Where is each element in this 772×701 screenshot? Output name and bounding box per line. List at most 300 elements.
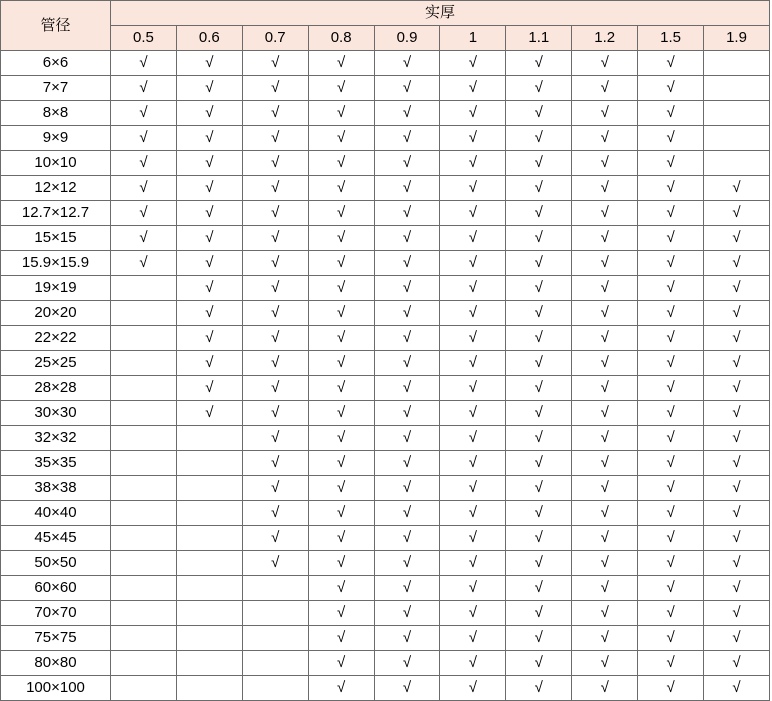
availability-empty-cell	[111, 276, 177, 301]
availability-check-cell: √	[638, 301, 704, 326]
availability-check-cell: √	[704, 526, 770, 551]
row-size-label: 15×15	[1, 226, 111, 251]
availability-check-cell: √	[638, 176, 704, 201]
availability-check-cell: √	[440, 201, 506, 226]
availability-check-cell: √	[704, 351, 770, 376]
availability-check-cell: √	[308, 401, 374, 426]
row-size-label: 19×19	[1, 276, 111, 301]
availability-empty-cell	[111, 676, 177, 701]
availability-empty-cell	[704, 126, 770, 151]
availability-check-cell: √	[242, 501, 308, 526]
availability-check-cell: √	[572, 601, 638, 626]
availability-check-cell: √	[440, 301, 506, 326]
availability-empty-cell	[111, 326, 177, 351]
availability-check-cell: √	[308, 176, 374, 201]
availability-check-cell: √	[506, 426, 572, 451]
availability-check-cell: √	[572, 76, 638, 101]
availability-check-cell: √	[176, 151, 242, 176]
availability-check-cell: √	[440, 676, 506, 701]
availability-check-cell: √	[111, 251, 177, 276]
availability-check-cell: √	[440, 76, 506, 101]
availability-check-cell: √	[572, 426, 638, 451]
availability-check-cell: √	[572, 626, 638, 651]
row-size-label: 22×22	[1, 326, 111, 351]
availability-check-cell: √	[308, 451, 374, 476]
availability-check-cell: √	[374, 426, 440, 451]
row-size-label: 100×100	[1, 676, 111, 701]
availability-check-cell: √	[506, 201, 572, 226]
availability-check-cell: √	[440, 326, 506, 351]
table-row	[1, 101, 770, 126]
table-row	[1, 126, 770, 151]
availability-check-cell: √	[308, 301, 374, 326]
availability-check-cell: √	[638, 376, 704, 401]
table-row	[1, 326, 770, 351]
availability-check-cell: √	[638, 126, 704, 151]
availability-check-cell: √	[242, 151, 308, 176]
header-thickness-value: 1.9	[704, 26, 770, 51]
availability-empty-cell	[704, 76, 770, 101]
availability-check-cell: √	[308, 126, 374, 151]
availability-empty-cell	[111, 576, 177, 601]
availability-check-cell: √	[440, 601, 506, 626]
availability-check-cell: √	[572, 201, 638, 226]
availability-check-cell: √	[242, 201, 308, 226]
availability-check-cell: √	[638, 676, 704, 701]
availability-check-cell: √	[638, 626, 704, 651]
availability-check-cell: √	[374, 76, 440, 101]
availability-check-cell: √	[374, 476, 440, 501]
row-size-label: 60×60	[1, 576, 111, 601]
availability-check-cell: √	[308, 501, 374, 526]
availability-check-cell: √	[308, 76, 374, 101]
availability-check-cell: √	[308, 526, 374, 551]
availability-check-cell: √	[506, 76, 572, 101]
availability-check-cell: √	[638, 651, 704, 676]
availability-check-cell: √	[111, 51, 177, 76]
availability-check-cell: √	[242, 126, 308, 151]
table-row	[1, 251, 770, 276]
availability-check-cell: √	[704, 626, 770, 651]
availability-check-cell: √	[704, 301, 770, 326]
header-thickness-value: 1.1	[506, 26, 572, 51]
availability-check-cell: √	[638, 326, 704, 351]
availability-check-cell: √	[374, 351, 440, 376]
availability-check-cell: √	[374, 451, 440, 476]
table-row	[1, 351, 770, 376]
header-diameter: 管径	[1, 1, 111, 51]
availability-check-cell: √	[506, 126, 572, 151]
availability-check-cell: √	[242, 326, 308, 351]
availability-check-cell: √	[506, 351, 572, 376]
availability-empty-cell	[111, 351, 177, 376]
availability-check-cell: √	[704, 551, 770, 576]
availability-empty-cell	[111, 376, 177, 401]
availability-check-cell: √	[374, 601, 440, 626]
availability-check-cell: √	[374, 551, 440, 576]
availability-empty-cell	[176, 526, 242, 551]
availability-check-cell: √	[176, 76, 242, 101]
header-thickness-value: 0.6	[176, 26, 242, 51]
availability-check-cell: √	[308, 226, 374, 251]
availability-empty-cell	[176, 501, 242, 526]
table-row	[1, 451, 770, 476]
availability-check-cell: √	[308, 551, 374, 576]
availability-check-cell: √	[572, 251, 638, 276]
table-row	[1, 401, 770, 426]
availability-check-cell: √	[374, 101, 440, 126]
availability-check-cell: √	[242, 226, 308, 251]
availability-check-cell: √	[111, 226, 177, 251]
row-size-label: 38×38	[1, 476, 111, 501]
availability-check-cell: √	[704, 326, 770, 351]
availability-check-cell: √	[176, 326, 242, 351]
availability-check-cell: √	[440, 276, 506, 301]
availability-check-cell: √	[176, 276, 242, 301]
availability-check-cell: √	[111, 176, 177, 201]
availability-check-cell: √	[638, 51, 704, 76]
availability-check-cell: √	[506, 676, 572, 701]
availability-check-cell: √	[374, 176, 440, 201]
table-row	[1, 301, 770, 326]
availability-empty-cell	[176, 626, 242, 651]
availability-check-cell: √	[440, 476, 506, 501]
header-thickness-value: 0.8	[308, 26, 374, 51]
availability-check-cell: √	[440, 101, 506, 126]
availability-check-cell: √	[638, 576, 704, 601]
availability-empty-cell	[242, 601, 308, 626]
availability-check-cell: √	[308, 476, 374, 501]
availability-empty-cell	[176, 451, 242, 476]
availability-check-cell: √	[704, 251, 770, 276]
availability-check-cell: √	[506, 326, 572, 351]
availability-empty-cell	[111, 301, 177, 326]
availability-check-cell: √	[176, 301, 242, 326]
availability-check-cell: √	[506, 226, 572, 251]
table-row	[1, 676, 770, 701]
availability-empty-cell	[242, 576, 308, 601]
table-row	[1, 576, 770, 601]
availability-check-cell: √	[176, 226, 242, 251]
table-row	[1, 76, 770, 101]
availability-check-cell: √	[440, 151, 506, 176]
availability-check-cell: √	[176, 101, 242, 126]
availability-check-cell: √	[374, 51, 440, 76]
availability-check-cell: √	[176, 351, 242, 376]
row-size-label: 35×35	[1, 451, 111, 476]
table-row	[1, 201, 770, 226]
header-row-group	[1, 1, 770, 26]
availability-check-cell: √	[440, 376, 506, 401]
availability-check-cell: √	[440, 226, 506, 251]
availability-check-cell: √	[572, 526, 638, 551]
availability-check-cell: √	[308, 251, 374, 276]
availability-check-cell: √	[242, 526, 308, 551]
availability-check-cell: √	[374, 251, 440, 276]
availability-check-cell: √	[572, 451, 638, 476]
availability-check-cell: √	[176, 176, 242, 201]
availability-check-cell: √	[308, 376, 374, 401]
availability-check-cell: √	[308, 101, 374, 126]
availability-check-cell: √	[506, 576, 572, 601]
availability-check-cell: √	[638, 276, 704, 301]
availability-check-cell: √	[506, 601, 572, 626]
availability-check-cell: √	[440, 351, 506, 376]
availability-check-cell: √	[506, 626, 572, 651]
header-thickness-value: 0.5	[111, 26, 177, 51]
availability-empty-cell	[111, 501, 177, 526]
availability-check-cell: √	[506, 501, 572, 526]
availability-check-cell: √	[704, 276, 770, 301]
row-size-label: 30×30	[1, 401, 111, 426]
availability-check-cell: √	[638, 251, 704, 276]
header-thickness-value: 1.5	[638, 26, 704, 51]
availability-check-cell: √	[176, 376, 242, 401]
availability-check-cell: √	[242, 176, 308, 201]
table-row	[1, 626, 770, 651]
availability-check-cell: √	[704, 201, 770, 226]
table-row	[1, 651, 770, 676]
availability-check-cell: √	[440, 451, 506, 476]
availability-check-cell: √	[572, 676, 638, 701]
availability-check-cell: √	[242, 301, 308, 326]
availability-check-cell: √	[506, 526, 572, 551]
availability-check-cell: √	[572, 476, 638, 501]
availability-check-cell: √	[638, 401, 704, 426]
availability-check-cell: √	[440, 51, 506, 76]
availability-check-cell: √	[308, 276, 374, 301]
row-size-label: 32×32	[1, 426, 111, 451]
availability-check-cell: √	[176, 201, 242, 226]
table-row	[1, 376, 770, 401]
table-row	[1, 501, 770, 526]
availability-check-cell: √	[638, 101, 704, 126]
row-size-label: 28×28	[1, 376, 111, 401]
row-size-label: 12×12	[1, 176, 111, 201]
availability-empty-cell	[111, 451, 177, 476]
availability-empty-cell	[111, 601, 177, 626]
availability-check-cell: √	[374, 626, 440, 651]
row-size-label: 12.7×12.7	[1, 201, 111, 226]
availability-empty-cell	[176, 426, 242, 451]
availability-check-cell: √	[374, 401, 440, 426]
availability-check-cell: √	[572, 176, 638, 201]
availability-check-cell: √	[242, 476, 308, 501]
header-thickness-group: 实厚	[111, 1, 770, 26]
availability-empty-cell	[111, 526, 177, 551]
availability-check-cell: √	[572, 301, 638, 326]
availability-check-cell: √	[242, 276, 308, 301]
availability-empty-cell	[176, 651, 242, 676]
availability-check-cell: √	[506, 476, 572, 501]
availability-check-cell: √	[440, 551, 506, 576]
availability-check-cell: √	[440, 176, 506, 201]
availability-check-cell: √	[374, 326, 440, 351]
availability-check-cell: √	[440, 126, 506, 151]
row-size-label: 8×8	[1, 101, 111, 126]
availability-check-cell: √	[506, 401, 572, 426]
availability-empty-cell	[242, 626, 308, 651]
availability-check-cell: √	[638, 476, 704, 501]
table-row	[1, 476, 770, 501]
availability-check-cell: √	[308, 51, 374, 76]
availability-check-cell: √	[704, 476, 770, 501]
availability-check-cell: √	[638, 226, 704, 251]
availability-check-cell: √	[506, 151, 572, 176]
table-row	[1, 551, 770, 576]
availability-check-cell: √	[638, 526, 704, 551]
table-row	[1, 601, 770, 626]
availability-check-cell: √	[506, 251, 572, 276]
availability-empty-cell	[242, 676, 308, 701]
availability-check-cell: √	[242, 101, 308, 126]
availability-check-cell: √	[308, 151, 374, 176]
availability-check-cell: √	[308, 626, 374, 651]
row-size-label: 40×40	[1, 501, 111, 526]
row-size-label: 25×25	[1, 351, 111, 376]
availability-check-cell: √	[440, 426, 506, 451]
availability-empty-cell	[176, 676, 242, 701]
row-size-label: 6×6	[1, 51, 111, 76]
availability-check-cell: √	[242, 551, 308, 576]
availability-check-cell: √	[572, 51, 638, 76]
availability-check-cell: √	[242, 51, 308, 76]
row-size-label: 70×70	[1, 601, 111, 626]
table-row	[1, 51, 770, 76]
availability-check-cell: √	[374, 526, 440, 551]
availability-check-cell: √	[506, 651, 572, 676]
availability-empty-cell	[176, 476, 242, 501]
availability-check-cell: √	[374, 276, 440, 301]
availability-check-cell: √	[572, 351, 638, 376]
availability-check-cell: √	[506, 551, 572, 576]
availability-check-cell: √	[506, 276, 572, 301]
availability-check-cell: √	[572, 151, 638, 176]
row-size-label: 75×75	[1, 626, 111, 651]
availability-check-cell: √	[374, 126, 440, 151]
availability-check-cell: √	[308, 426, 374, 451]
availability-check-cell: √	[111, 201, 177, 226]
availability-check-cell: √	[374, 201, 440, 226]
table-row	[1, 426, 770, 451]
availability-check-cell: √	[374, 501, 440, 526]
availability-check-cell: √	[704, 376, 770, 401]
availability-check-cell: √	[374, 376, 440, 401]
availability-check-cell: √	[111, 126, 177, 151]
availability-check-cell: √	[308, 651, 374, 676]
availability-check-cell: √	[638, 601, 704, 626]
availability-check-cell: √	[704, 501, 770, 526]
availability-check-cell: √	[704, 651, 770, 676]
header-thickness-value: 0.9	[374, 26, 440, 51]
row-size-label: 50×50	[1, 551, 111, 576]
availability-empty-cell	[176, 576, 242, 601]
availability-check-cell: √	[242, 451, 308, 476]
availability-check-cell: √	[506, 101, 572, 126]
availability-check-cell: √	[704, 426, 770, 451]
table-row	[1, 176, 770, 201]
availability-check-cell: √	[242, 76, 308, 101]
availability-empty-cell	[242, 651, 308, 676]
table-row	[1, 276, 770, 301]
row-size-label: 20×20	[1, 301, 111, 326]
row-size-label: 7×7	[1, 76, 111, 101]
availability-empty-cell	[111, 651, 177, 676]
table-row	[1, 526, 770, 551]
header-row-values	[1, 26, 770, 51]
availability-check-cell: √	[242, 376, 308, 401]
availability-check-cell: √	[374, 676, 440, 701]
availability-check-cell: √	[572, 401, 638, 426]
availability-check-cell: √	[242, 351, 308, 376]
availability-check-cell: √	[704, 601, 770, 626]
availability-check-cell: √	[704, 576, 770, 601]
availability-check-cell: √	[176, 401, 242, 426]
availability-check-cell: √	[638, 451, 704, 476]
availability-check-cell: √	[506, 176, 572, 201]
availability-check-cell: √	[506, 51, 572, 76]
row-size-label: 9×9	[1, 126, 111, 151]
availability-check-cell: √	[374, 576, 440, 601]
availability-check-cell: √	[176, 251, 242, 276]
availability-check-cell: √	[704, 226, 770, 251]
availability-empty-cell	[111, 626, 177, 651]
availability-check-cell: √	[374, 226, 440, 251]
availability-check-cell: √	[308, 326, 374, 351]
availability-check-cell: √	[572, 126, 638, 151]
availability-empty-cell	[111, 426, 177, 451]
availability-check-cell: √	[242, 401, 308, 426]
availability-empty-cell	[704, 101, 770, 126]
header-thickness-value: 1	[440, 26, 506, 51]
table-body	[1, 51, 770, 701]
availability-check-cell: √	[374, 151, 440, 176]
availability-check-cell: √	[440, 651, 506, 676]
availability-check-cell: √	[242, 251, 308, 276]
availability-check-cell: √	[704, 451, 770, 476]
availability-check-cell: √	[176, 51, 242, 76]
availability-check-cell: √	[440, 626, 506, 651]
availability-check-cell: √	[638, 551, 704, 576]
availability-check-cell: √	[572, 551, 638, 576]
availability-check-cell: √	[638, 201, 704, 226]
availability-check-cell: √	[440, 526, 506, 551]
availability-check-cell: √	[308, 601, 374, 626]
row-size-label: 10×10	[1, 151, 111, 176]
availability-check-cell: √	[704, 176, 770, 201]
availability-empty-cell	[111, 551, 177, 576]
row-size-label: 80×80	[1, 651, 111, 676]
availability-empty-cell	[704, 51, 770, 76]
availability-check-cell: √	[572, 376, 638, 401]
availability-check-cell: √	[572, 576, 638, 601]
table-row	[1, 151, 770, 176]
availability-check-cell: √	[308, 576, 374, 601]
availability-check-cell: √	[572, 651, 638, 676]
availability-check-cell: √	[638, 351, 704, 376]
row-size-label: 15.9×15.9	[1, 251, 111, 276]
header-thickness-value: 1.2	[572, 26, 638, 51]
availability-check-cell: √	[638, 426, 704, 451]
availability-check-cell: √	[111, 151, 177, 176]
availability-check-cell: √	[242, 426, 308, 451]
header-thickness-value: 0.7	[242, 26, 308, 51]
availability-check-cell: √	[572, 501, 638, 526]
availability-check-cell: √	[308, 201, 374, 226]
availability-empty-cell	[704, 151, 770, 176]
availability-empty-cell	[111, 401, 177, 426]
availability-check-cell: √	[440, 501, 506, 526]
